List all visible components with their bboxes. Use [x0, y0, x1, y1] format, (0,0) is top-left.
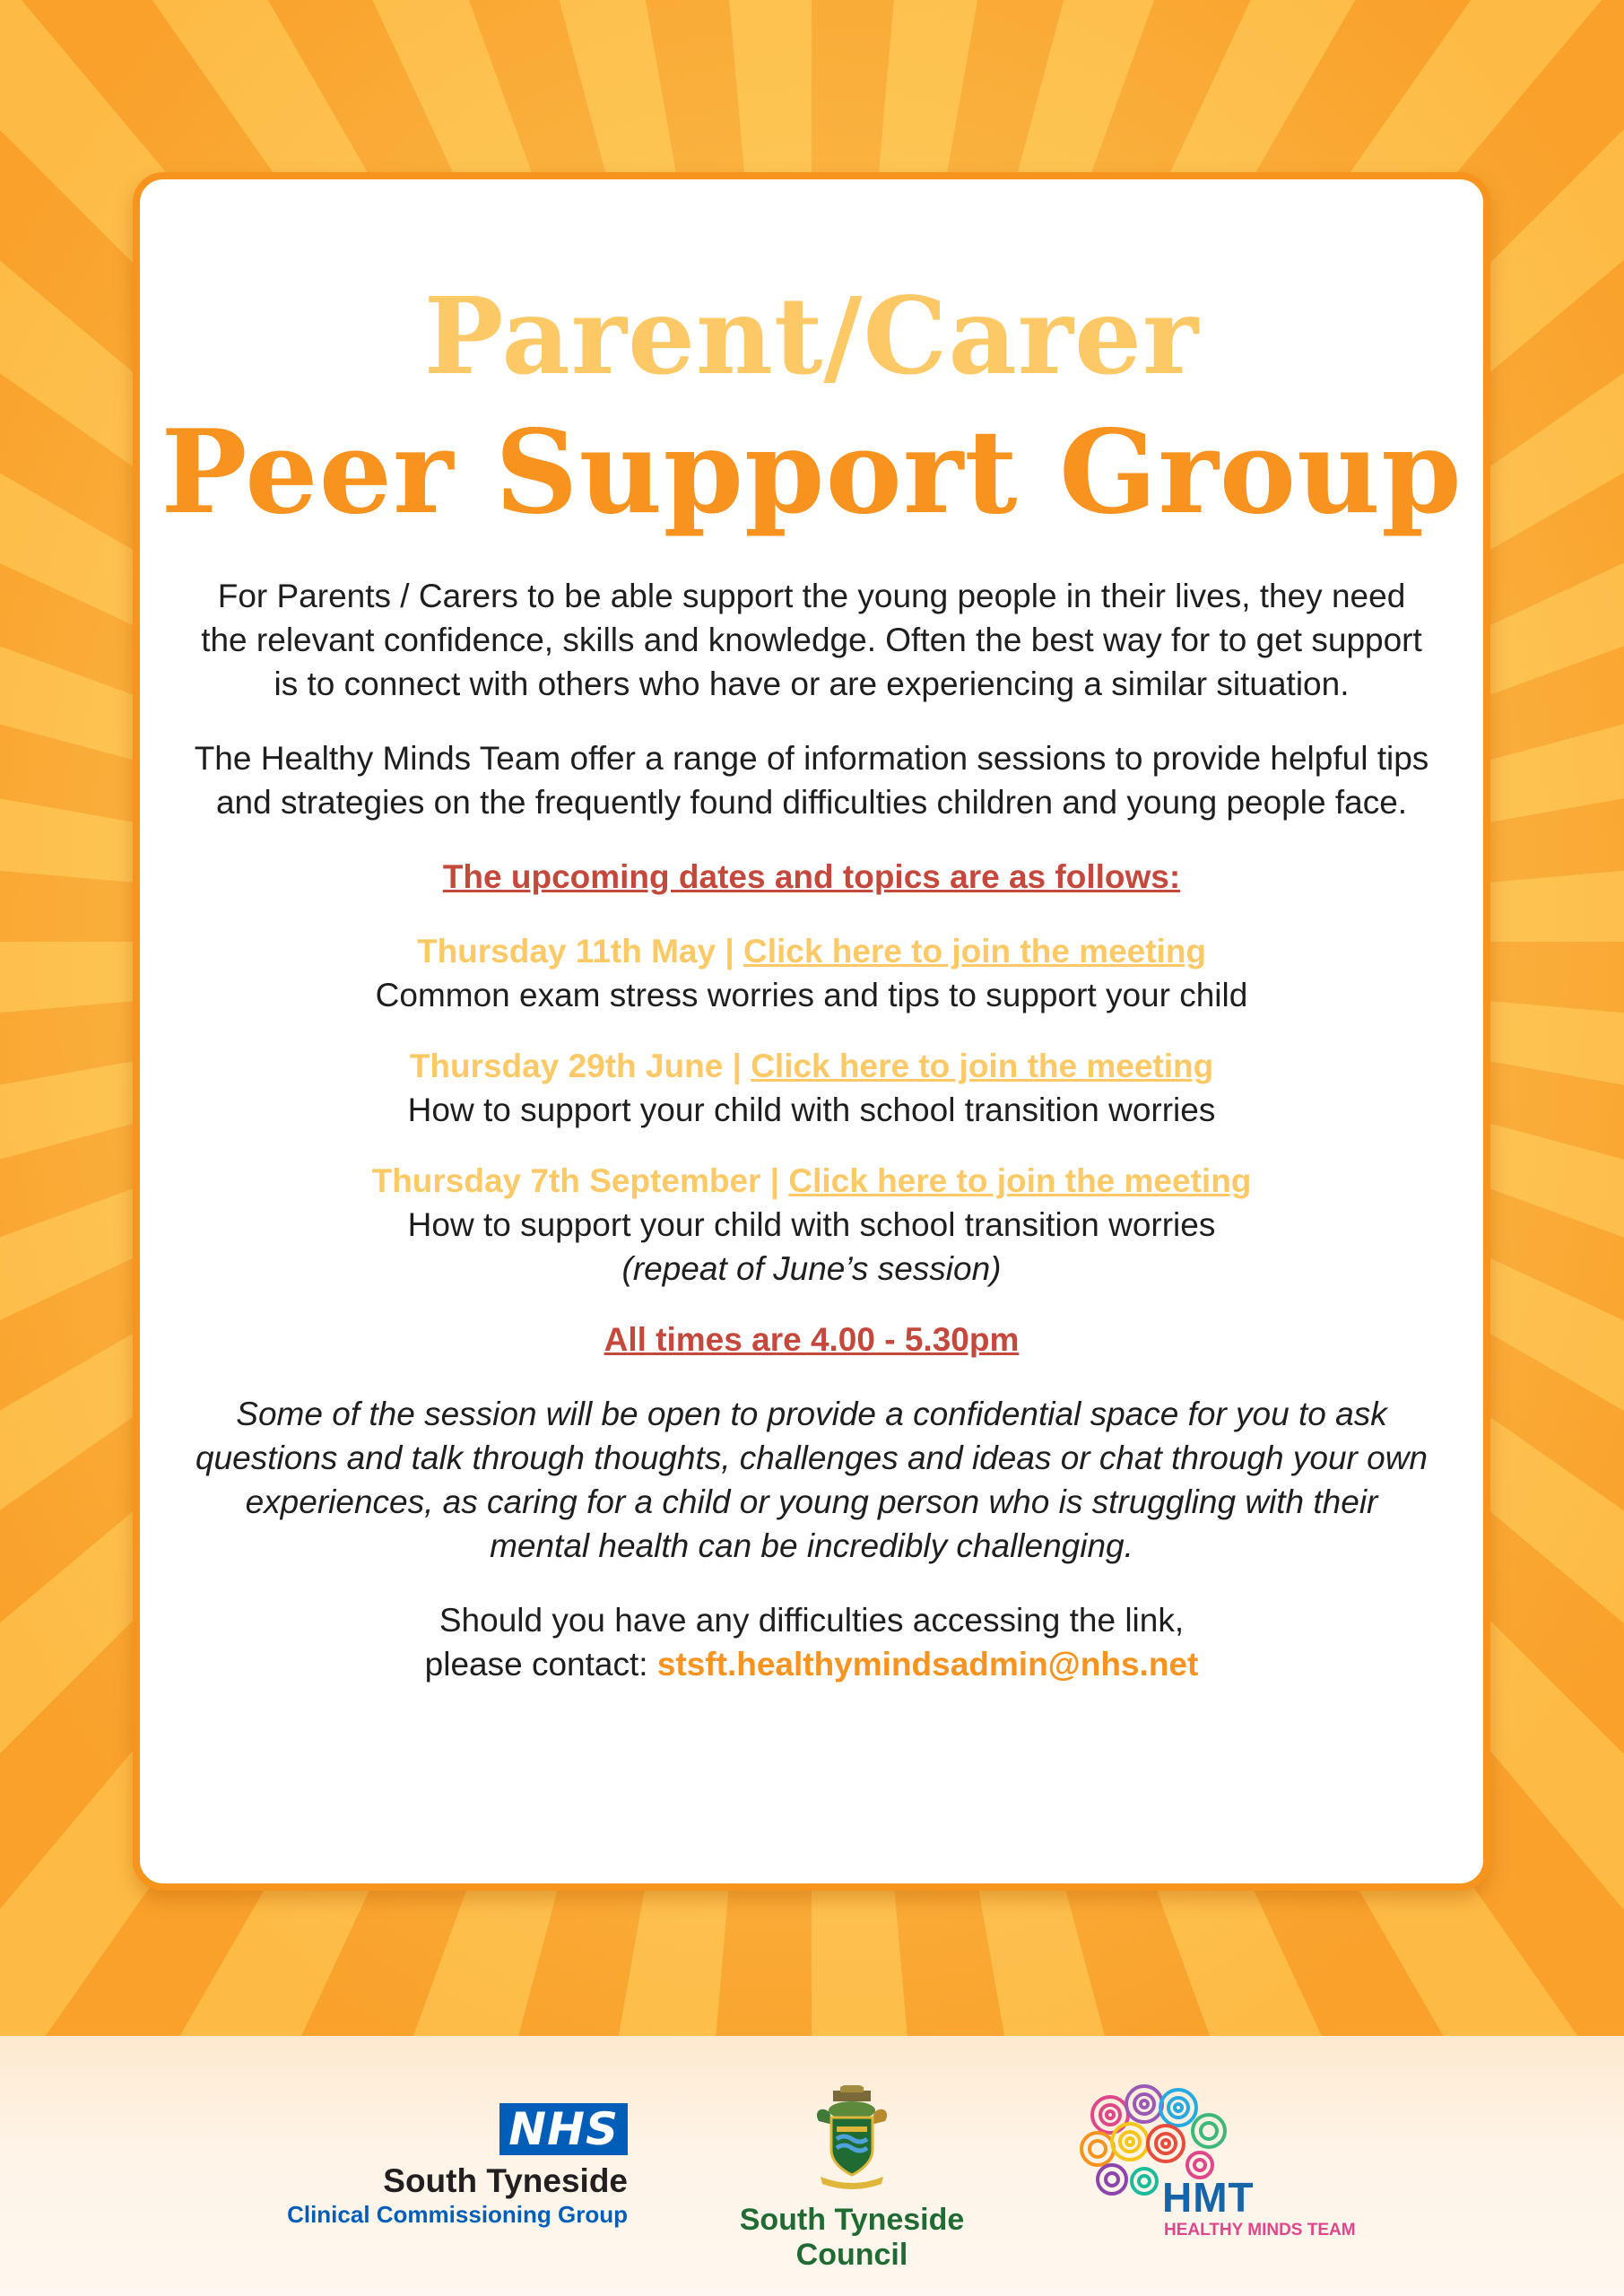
- confidential-paragraph: Some of the session will be open to provide a confidential space for you to ask questions and talk through thoughts, challenges and ideas or chat through your own experiences, as caring for a child or young person who is struggling with their mental health can be incredibly challenging.: [195, 1396, 1429, 1564]
- nhs-org-name: South Tyneside: [383, 2162, 628, 2199]
- content-card: [133, 172, 1490, 1891]
- hmt-letters: HMT: [1162, 2174, 1255, 2221]
- hmt-logo: [1074, 2079, 1379, 2258]
- session-date: Thursday 7th September: [371, 1162, 761, 1199]
- session-date: Thursday 29th June: [409, 1048, 724, 1084]
- times-line: [194, 1318, 1429, 1361]
- session-item: [194, 1159, 1429, 1291]
- nhs-badge: NHS: [499, 2103, 628, 2155]
- times-text: All times are 4.00 - 5.30pm: [604, 1321, 1020, 1358]
- nhs-logo: [269, 2103, 628, 2247]
- upcoming-heading-text: The upcoming dates and topics are as follows:: [442, 858, 1181, 895]
- title-line-1: Parent/Carer: [423, 274, 1200, 398]
- session-date-line: [194, 1044, 1429, 1088]
- intro-paragraph-2: The Healthy Minds Team offer a range of information sessions to provide helpful tips and strategies on the frequently found difficulties children and young people face.: [194, 740, 1429, 821]
- session-date-line: [194, 929, 1429, 973]
- session-note: (repeat of June’s session): [621, 1250, 1002, 1287]
- session-topic: How to support your child with school transition worries: [407, 1091, 1216, 1128]
- contact-paragraph: [194, 1598, 1429, 1686]
- hmt-full-name: HEALTHY MINDS TEAM: [1164, 2221, 1356, 2239]
- session-date-line: [194, 1159, 1429, 1203]
- session-item: [194, 929, 1429, 1017]
- session-date: Thursday 11th May: [416, 933, 716, 970]
- session-topic: Common exam stress worries and tips to support your child: [375, 977, 1248, 1013]
- intro-paragraph-1: For Parents / Carers to be able support the young people in their lives, they need the relevant confidence, skills and knowledge. Often the best way for to get support is to connect with others who have or are experiencing a similar situation.: [201, 578, 1422, 702]
- session-separator: |: [732, 1048, 742, 1084]
- session-separator: |: [769, 1162, 780, 1199]
- join-meeting-link[interactable]: Click here to join the meeting: [743, 933, 1207, 970]
- coat-of-arms-icon: [812, 2085, 892, 2193]
- join-meeting-link[interactable]: Click here to join the meeting: [788, 1162, 1252, 1199]
- council-logo: [682, 2085, 1022, 2272]
- session-topic: How to support your child with school transition worries: [407, 1206, 1216, 1243]
- title-line-2: Peer Support Group: [161, 405, 1463, 540]
- contact-email-link[interactable]: stsft.healthymindsadmin@nhs.net: [656, 1646, 1199, 1683]
- contact-line-1: Should you have any difficulties accessing the link,: [439, 1602, 1185, 1639]
- council-name: South Tyneside Council: [739, 2203, 965, 2272]
- body-text: [194, 574, 1429, 1717]
- upcoming-heading: [194, 855, 1429, 899]
- nhs-org-subtitle: Clinical Commissioning Group: [287, 2201, 628, 2228]
- session-separator: |: [725, 933, 734, 970]
- contact-prefix: please contact:: [424, 1646, 648, 1683]
- join-meeting-link[interactable]: Click here to join the meeting: [751, 1048, 1214, 1084]
- session-item: [194, 1044, 1429, 1132]
